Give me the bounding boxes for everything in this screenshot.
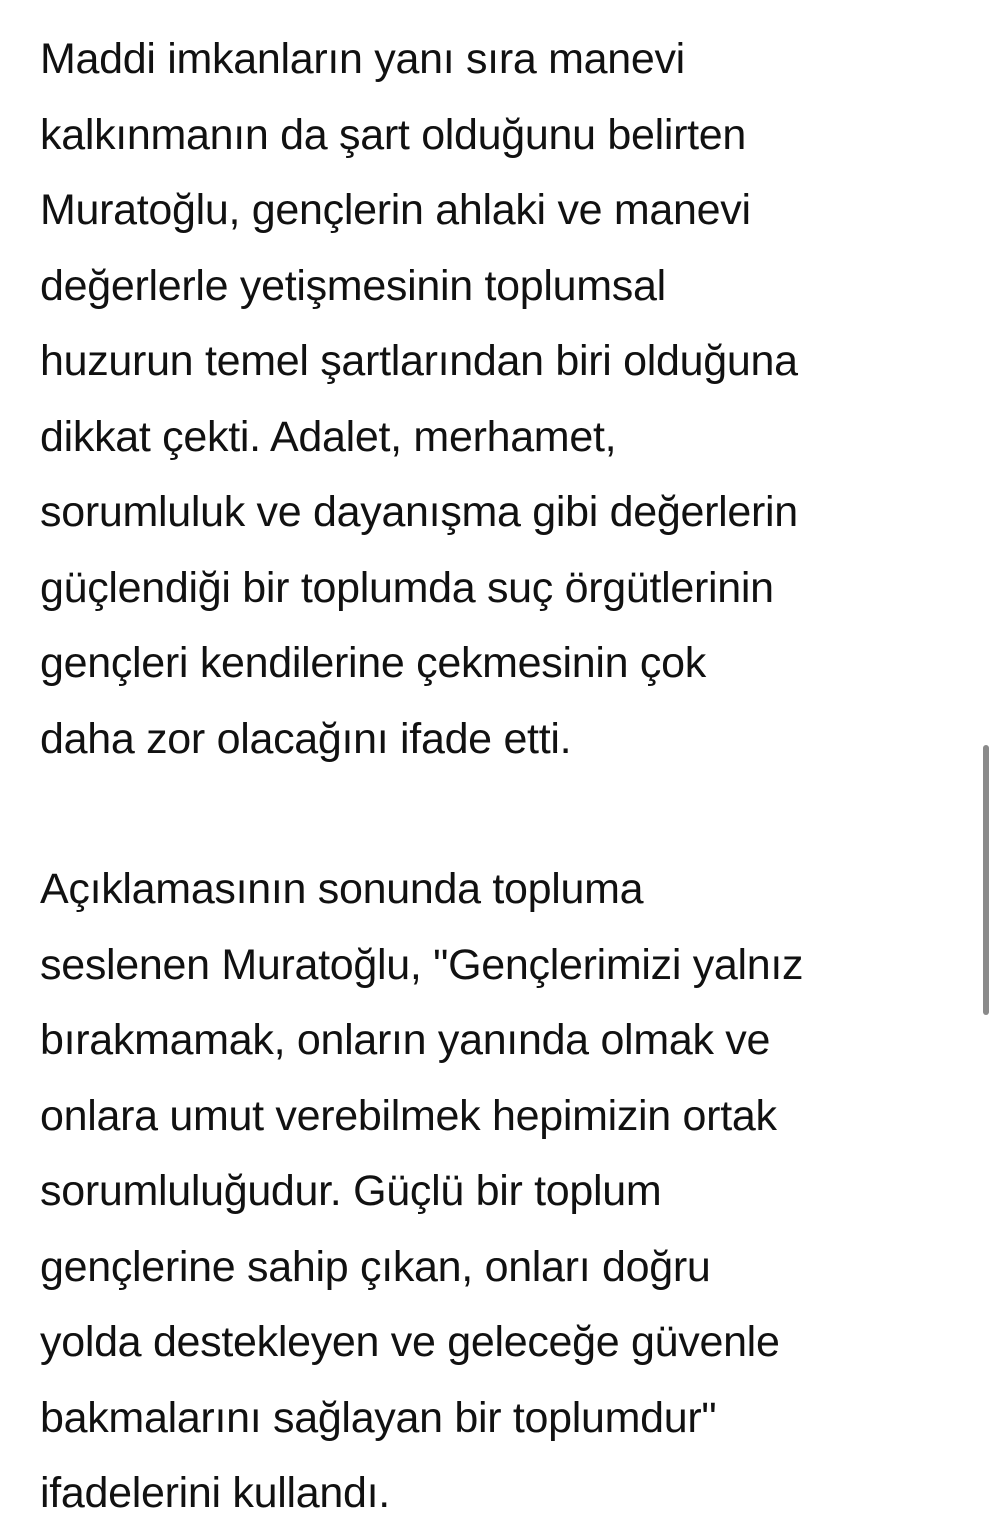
paragraph-spacer (40, 777, 975, 852)
paragraph-1-line-1: Maddi imkanların yanı sıra manevi (40, 35, 685, 83)
paragraph-1-line-4: değerlerle yetişmesinin toplumsal (40, 261, 666, 310)
paragraph-2-line-9: ifadelerini kullandı. (40, 1469, 390, 1517)
paragraph-1-line-7: sorumluluk ve dayanışma gibi değerlerin (40, 488, 798, 536)
paragraph-2-line-4: onlara umut verebilmek hepimizin ortak (40, 1091, 777, 1140)
paragraph-1-line-8: güçlendiği bir toplumda suç örgütlerinin (40, 563, 774, 612)
paragraph-1-line-3: Muratoğlu, gençlerin ahlaki ve manevi (40, 186, 751, 234)
paragraph-2-line-7: yolda destekleyen ve geleceğe güvenle (40, 1318, 780, 1366)
paragraph-2-line-6: gençlerine sahip çıkan, onları doğru (40, 1242, 711, 1291)
paragraph-1-line-6: dikkat çekti. Adalet, merhamet, (40, 412, 617, 461)
article-paragraph-1 (40, 22, 975, 777)
paragraph-2-line-1: Açıklamasının sonunda topluma (40, 865, 644, 913)
paragraph-2-line-5: sorumluluğudur. Güçlü bir toplum (40, 1167, 662, 1215)
paragraph-2-line-2: seslenen Muratoğlu, "Gençlerimizi yalnız (40, 940, 804, 989)
paragraph-1-line-9: gençleri kendilerine çekmesinin çok (40, 639, 706, 687)
paragraph-1-line-5: huzurun temel şartlarından biri olduğuna (40, 337, 798, 385)
article-body (40, 22, 975, 1532)
vertical-scrollbar-thumb[interactable] (983, 745, 989, 1015)
article-paragraph-2 (40, 852, 975, 1532)
paragraph-2-line-3: bırakmamak, onların yanında olmak ve (40, 1016, 771, 1064)
paragraph-1-line-2: kalkınmanın da şart olduğunu belirten (40, 110, 747, 159)
paragraph-1-line-10: daha zor olacağını ifade etti. (40, 714, 572, 763)
paragraph-2-line-8: bakmalarını sağlayan bir toplumdur" (40, 1393, 717, 1442)
